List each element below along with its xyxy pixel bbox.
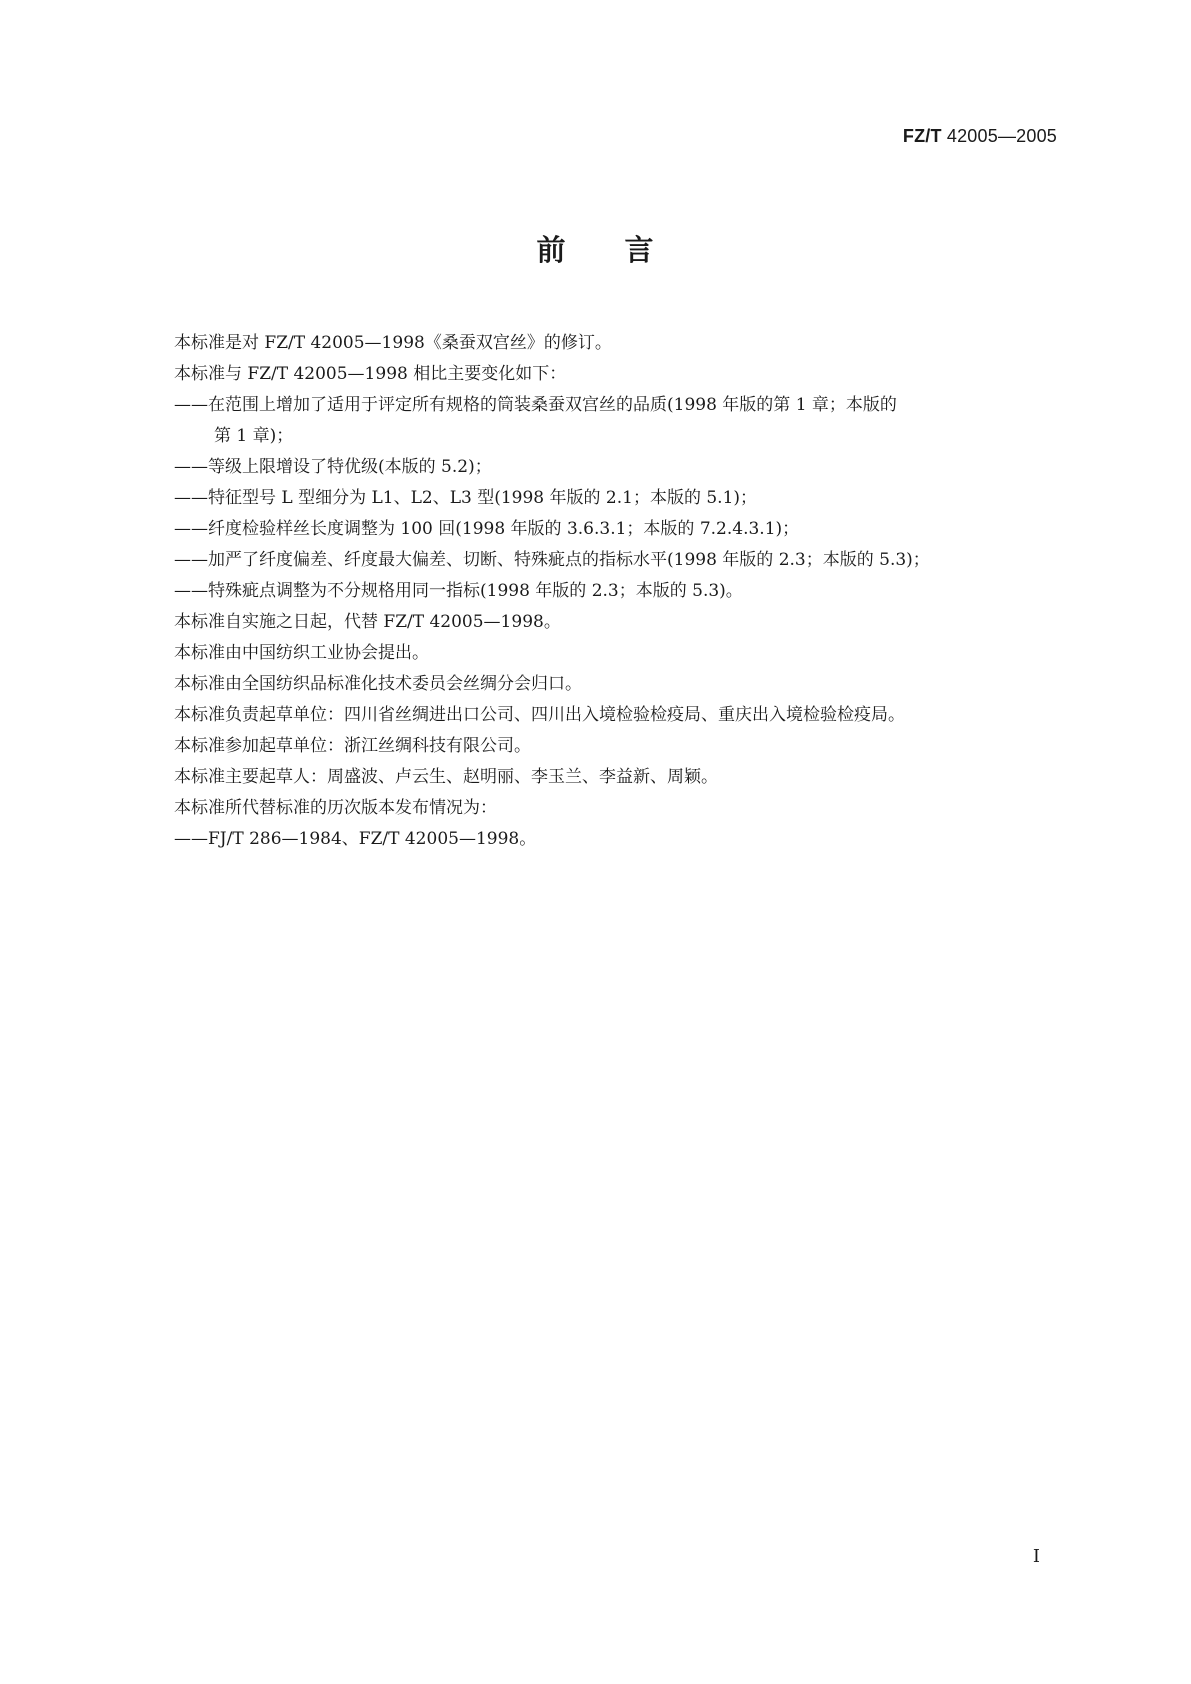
page-title — [0, 228, 1191, 269]
foreword-body — [174, 328, 1074, 855]
document-code-prefix: FZ/T — [902, 126, 942, 146]
page-number: I — [1032, 1546, 1040, 1567]
paragraph-under-jurisdiction: 本标准由全国纺织品标准化技术委员会丝绸分会归口。 — [174, 674, 582, 694]
paragraph-previous-editions: 本标准所代替标准的历次版本发布情况为： — [174, 798, 497, 818]
document-code-number: 42005—2005 — [941, 126, 1057, 146]
change-item-type: ——特征型号 L 型细分为 L1、L2、L3 型(1998 年版的 2.1；本版的 5.1)； — [174, 488, 758, 508]
paragraph-revision-of: 本标准是对 FZ/T 42005—1998《桑蚕双宫丝》的修订。 — [174, 333, 612, 353]
change-item-special-defects: ——特殊疵点调整为不分规格用同一指标(1998 年版的 2.3；本版的 5.3)。 — [174, 581, 743, 601]
paragraph-proposed-by: 本标准由中国纺织工业协会提出。 — [174, 643, 429, 663]
document-code — [903, 126, 1057, 147]
paragraph-participating-units: 本标准参加起草单位：浙江丝绸科技有限公司。 — [174, 736, 531, 756]
previous-editions-list: ——FJ/T 286—1984、FZ/T 42005—1998。 — [174, 829, 537, 849]
page-title-char-2: 言 — [624, 233, 655, 267]
change-item-scope-continued: 第 1 章)； — [214, 426, 294, 446]
change-item-sample-length: ——纤度检验样丝长度调整为 100 回(1998 年版的 3.6.3.1；本版的 7.2.4.3.1)； — [174, 519, 800, 539]
change-item-grade: ——等级上限增设了特优级(本版的 5.2)； — [174, 457, 492, 477]
paragraph-replaces: 本标准自实施之日起，代替 FZ/T 42005—1998。 — [174, 612, 561, 632]
page-title-char-1: 前 — [536, 233, 567, 267]
paragraph-main-changes: 本标准与 FZ/T 42005—1998 相比主要变化如下： — [174, 364, 567, 384]
change-item-tightened-indicators: ——加严了纤度偏差、纤度最大偏差、切断、特殊疵点的指标水平(1998 年版的 2.3；本版的 5.3)； — [174, 550, 930, 570]
change-item-scope: ——在范围上增加了适用于评定所有规格的筒装桑蚕双宫丝的品质(1998 年版的第 1 章；本版的 — [174, 395, 897, 415]
paragraph-drafting-units: 本标准负责起草单位：四川省丝绸进出口公司、四川出入境检验检疫局、重庆出入境检验检疫局。 — [174, 705, 905, 725]
paragraph-main-drafters: 本标准主要起草人：周盛波、卢云生、赵明丽、李玉兰、李益新、周颖。 — [174, 767, 718, 787]
